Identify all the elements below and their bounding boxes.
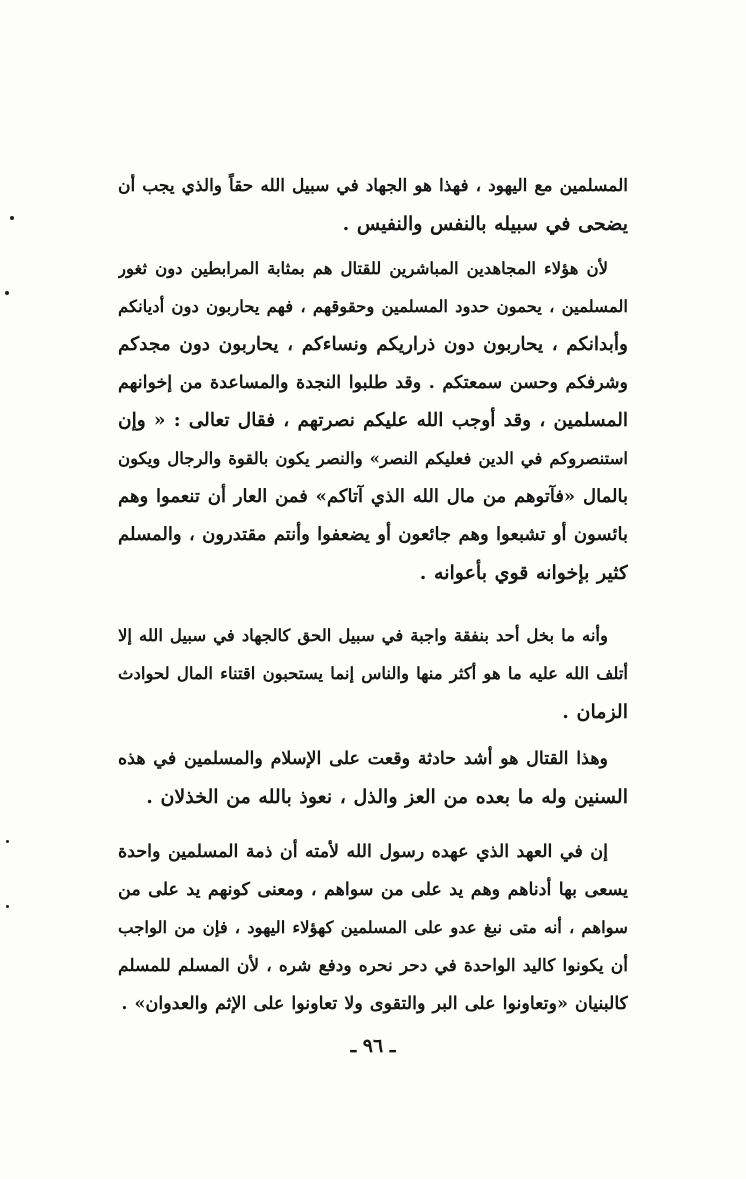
paragraph-4 xyxy=(118,740,628,816)
text-line: إن في العهد الذي عهده رسول الله لأمته أن ذمة المسلمين واحدة xyxy=(118,842,608,862)
text-line: المسلمين ، يحمون حدود المسلمين وحقوقهم ، فهم يحاربون دون أديانكم xyxy=(118,297,628,316)
margin-speck xyxy=(6,905,9,908)
text-line: وشرفكم وحسن سمعتكم . وقد طلبوا النجدة والمساعدة من إخوانهم xyxy=(118,373,628,393)
text-line: وأبدانكم ، يحاربون دون ذراريكم ونساءكم ، يحاربون دون مجدكم xyxy=(118,334,628,355)
text-line: المسلمين مع اليهود ، فهذا هو الجهاد في سبيل الله حقاً والذي يجب أن xyxy=(118,176,628,196)
text-line: كالبنيان «وتعاونوا على البر والتقوى ولا تعاونوا على الإثم والعدوان» . xyxy=(121,994,628,1014)
page-number: ـ ٩٦ ـ xyxy=(350,1035,396,1057)
text-line: يسعى بها أدناهم وهم يد على من سواهم ، ومعنى كونهم يد على من xyxy=(118,880,628,900)
text-line: السنين وله ما بعده من العز والذل ، نعوذ بالله من الخذلان . xyxy=(146,786,628,808)
text-line: سواهم ، أنه متى نبغ عدو على المسلمين كهؤلاء اليهود ، فإن من الواجب xyxy=(118,918,628,937)
text-line: يضحى في سبيله بالنفس والنفيس . xyxy=(342,213,628,235)
paragraph-5 xyxy=(118,833,628,1023)
text-line: كثير بإخوانه قوي بأعوانه . xyxy=(419,562,628,584)
paragraph-2 xyxy=(118,250,628,592)
margin-speck xyxy=(5,291,9,295)
text-line: المسلمين ، وقد أوجب الله عليكم نصرتهم ، فقال تعالى : « وإن xyxy=(118,410,628,431)
paragraph-1 xyxy=(118,167,628,243)
paragraph-3 xyxy=(118,617,628,731)
text-line: بالمال «فآتوهم من مال الله الذي آتاكم» فمن العار أن تنعموا وهم xyxy=(118,486,628,507)
text-line: وهذا القتال هو أشد حادثة وقعت على الإسلام والمسلمين في هذه xyxy=(118,749,608,769)
text-line: لأن هؤلاء المجاهدين المباشرين للقتال هم بمثابة المرابطين دون ثغور xyxy=(118,259,608,278)
text-line: الزمان . xyxy=(562,701,628,723)
text-line: بائسون أو تشبعوا وهم جائعون أو يضعفوا وأنتم مقتدرون ، والمسلم xyxy=(118,524,628,545)
margin-speck xyxy=(10,216,14,220)
text-line: أتلف الله عليه ما هو أكثر منها والناس إنما يستحبون اقتناء المال لحوادث xyxy=(118,664,628,683)
text-line: أن يكونوا كاليد الواحدة في دحر نحره ودفع شره ، لأن المسلم للمسلم xyxy=(118,956,628,976)
text-line: وأنه ما بخل أحد بنفقة واجبة في سبيل الحق كالجهاد في سبيل الله إلا xyxy=(118,626,608,645)
margin-speck xyxy=(6,840,9,843)
text-line: استنصروكم في الدين فعليكم النصر» والنصر يكون بالقوة والرجال ويكون xyxy=(118,449,628,468)
